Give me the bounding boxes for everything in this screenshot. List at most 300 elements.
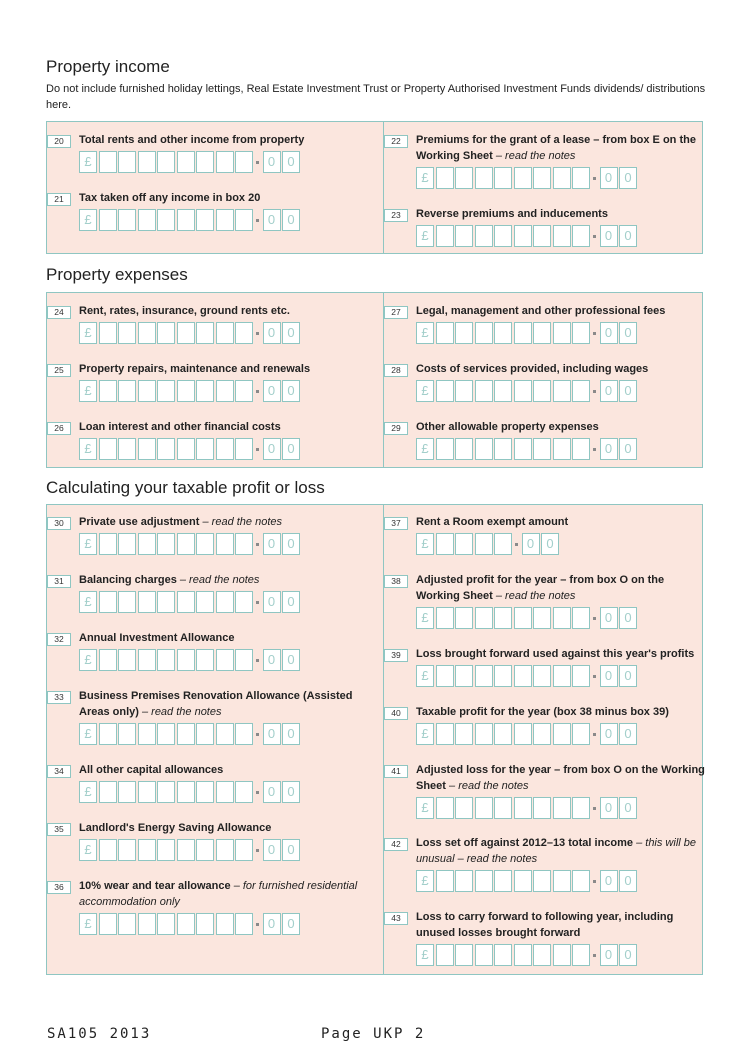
- digit-box[interactable]: [118, 913, 136, 935]
- digit-box[interactable]: [196, 151, 214, 173]
- pence-box[interactable]: 0: [263, 723, 281, 745]
- digit-box[interactable]: [235, 438, 253, 460]
- pence-box[interactable]: 0: [263, 839, 281, 861]
- digit-box[interactable]: [157, 380, 175, 402]
- pence-box[interactable]: 0: [263, 322, 281, 344]
- pence-box[interactable]: 0: [263, 438, 281, 460]
- digit-box[interactable]: [553, 870, 571, 892]
- digit-box[interactable]: [177, 913, 195, 935]
- digit-box[interactable]: [455, 723, 473, 745]
- digit-box[interactable]: [572, 380, 590, 402]
- digit-box[interactable]: [235, 781, 253, 803]
- digit-box[interactable]: [235, 533, 253, 555]
- digit-box[interactable]: [138, 438, 156, 460]
- digit-box[interactable]: [494, 322, 512, 344]
- digit-box[interactable]: [99, 723, 117, 745]
- digit-box[interactable]: [99, 322, 117, 344]
- box-number: 42: [384, 838, 408, 851]
- digit-box[interactable]: [533, 797, 551, 819]
- pence-box[interactable]: 0: [282, 533, 300, 555]
- digit-box[interactable]: [436, 438, 454, 460]
- pence-box[interactable]: 0: [263, 533, 281, 555]
- digit-box[interactable]: [436, 322, 454, 344]
- digit-box[interactable]: [157, 209, 175, 231]
- digit-box[interactable]: [533, 322, 551, 344]
- section-heading-property-expenses: Property expenses: [46, 265, 188, 284]
- digit-box[interactable]: [533, 380, 551, 402]
- field-label-text: Business Premises Renovation Allowance (Assisted Areas only): [79, 690, 353, 718]
- field-label-text: Balancing charges: [79, 574, 177, 586]
- digit-box[interactable]: [494, 870, 512, 892]
- pence-box[interactable]: 0: [263, 209, 281, 231]
- pence-box[interactable]: 0: [619, 665, 637, 687]
- digit-box[interactable]: [99, 209, 117, 231]
- digit-box[interactable]: [455, 438, 473, 460]
- digit-box[interactable]: [99, 649, 117, 671]
- digit-box[interactable]: [475, 225, 493, 247]
- digit-box[interactable]: [572, 438, 590, 460]
- digit-box[interactable]: [514, 607, 532, 629]
- field-label-text: Loss brought forward used against this year's profits: [416, 648, 695, 660]
- decimal-point: [593, 675, 596, 678]
- digit-box[interactable]: [177, 533, 195, 555]
- digit-box[interactable]: [494, 380, 512, 402]
- digit-box[interactable]: [99, 151, 117, 173]
- column-divider: [383, 293, 384, 467]
- digit-box[interactable]: [533, 665, 551, 687]
- digit-box[interactable]: [177, 380, 195, 402]
- digit-box[interactable]: [138, 913, 156, 935]
- digit-box[interactable]: [455, 380, 473, 402]
- digit-box[interactable]: [553, 438, 571, 460]
- pence-box[interactable]: 0: [282, 438, 300, 460]
- digit-box[interactable]: [475, 607, 493, 629]
- digit-box[interactable]: [118, 209, 136, 231]
- digit-box[interactable]: [572, 870, 590, 892]
- digit-box[interactable]: [553, 607, 571, 629]
- digit-box[interactable]: [553, 380, 571, 402]
- digit-box[interactable]: [196, 913, 214, 935]
- digit-box[interactable]: [572, 797, 590, 819]
- digit-box[interactable]: [572, 723, 590, 745]
- digit-box[interactable]: [514, 225, 532, 247]
- digit-box[interactable]: [436, 797, 454, 819]
- digit-box[interactable]: [533, 438, 551, 460]
- digit-box[interactable]: [118, 723, 136, 745]
- digit-box[interactable]: [475, 870, 493, 892]
- field-label-text: Landlord's Energy Saving Allowance: [79, 822, 272, 834]
- digit-box[interactable]: [553, 665, 571, 687]
- pound-digit-box[interactable]: £: [79, 723, 97, 745]
- digit-box[interactable]: [494, 225, 512, 247]
- pence-box[interactable]: 0: [282, 839, 300, 861]
- digit-box[interactable]: [216, 533, 234, 555]
- decimal-point: [593, 954, 596, 957]
- box-number: 21: [47, 193, 71, 206]
- digit-box[interactable]: [436, 167, 454, 189]
- pence-box[interactable]: 0: [282, 913, 300, 935]
- digit-box[interactable]: [157, 438, 175, 460]
- pence-box[interactable]: 0: [282, 322, 300, 344]
- pence-box[interactable]: 0: [619, 607, 637, 629]
- pence-box[interactable]: 0: [619, 438, 637, 460]
- field-label-note: – read the notes: [199, 516, 282, 528]
- digit-box[interactable]: [99, 781, 117, 803]
- digit-box[interactable]: [494, 665, 512, 687]
- digit-box[interactable]: [138, 781, 156, 803]
- pence-box[interactable]: 0: [282, 591, 300, 613]
- pence-box[interactable]: 0: [619, 322, 637, 344]
- pound-digit-box[interactable]: £: [79, 649, 97, 671]
- field-label: [416, 835, 706, 867]
- digit-box[interactable]: [436, 723, 454, 745]
- field-label-note: – read the notes: [138, 706, 222, 718]
- pound-digit-box[interactable]: £: [79, 781, 97, 803]
- digit-box[interactable]: [475, 322, 493, 344]
- pence-box[interactable]: 0: [263, 591, 281, 613]
- field-label-text: Rent, rates, insurance, ground rents etc.: [79, 305, 290, 317]
- pence-box[interactable]: 0: [619, 167, 637, 189]
- digit-box[interactable]: [553, 797, 571, 819]
- digit-box[interactable]: [475, 944, 493, 966]
- digit-box[interactable]: [157, 723, 175, 745]
- pound-digit-box[interactable]: £: [416, 438, 434, 460]
- pence-box[interactable]: 0: [263, 781, 281, 803]
- digit-box[interactable]: [196, 380, 214, 402]
- digit-box[interactable]: [196, 723, 214, 745]
- digit-box[interactable]: [455, 665, 473, 687]
- digit-box[interactable]: [118, 781, 136, 803]
- digit-box[interactable]: [138, 591, 156, 613]
- digit-box[interactable]: [514, 380, 532, 402]
- digit-box[interactable]: [196, 209, 214, 231]
- digit-box[interactable]: [436, 944, 454, 966]
- pence-box[interactable]: 0: [600, 723, 618, 745]
- digit-box[interactable]: [514, 167, 532, 189]
- digit-box[interactable]: [138, 380, 156, 402]
- decimal-point: [256, 219, 259, 222]
- digit-box[interactable]: [436, 225, 454, 247]
- digit-box[interactable]: [138, 533, 156, 555]
- decimal-point: [593, 807, 596, 810]
- pound-digit-box[interactable]: £: [79, 913, 97, 935]
- digit-box[interactable]: [177, 723, 195, 745]
- digit-box[interactable]: [235, 151, 253, 173]
- pound-digit-box[interactable]: £: [79, 839, 97, 861]
- digit-box[interactable]: [455, 533, 473, 555]
- digit-box[interactable]: [99, 591, 117, 613]
- digit-box[interactable]: [475, 665, 493, 687]
- digit-box[interactable]: [177, 591, 195, 613]
- pence-box[interactable]: 0: [263, 151, 281, 173]
- pence-box[interactable]: 0: [282, 151, 300, 173]
- digit-box[interactable]: [138, 723, 156, 745]
- digit-box[interactable]: [533, 225, 551, 247]
- field-label: [416, 762, 706, 794]
- pound-digit-box[interactable]: £: [416, 870, 434, 892]
- digit-box[interactable]: [533, 167, 551, 189]
- digit-box[interactable]: [533, 723, 551, 745]
- digit-box[interactable]: [514, 944, 532, 966]
- digit-box[interactable]: [455, 797, 473, 819]
- pence-box[interactable]: 0: [282, 380, 300, 402]
- digit-box[interactable]: [235, 913, 253, 935]
- digit-box[interactable]: [196, 591, 214, 613]
- digit-box[interactable]: [157, 839, 175, 861]
- digit-box[interactable]: [157, 591, 175, 613]
- digit-box[interactable]: [118, 380, 136, 402]
- digit-box[interactable]: [455, 944, 473, 966]
- digit-box[interactable]: [475, 797, 493, 819]
- digit-box[interactable]: [533, 944, 551, 966]
- digit-box[interactable]: [216, 781, 234, 803]
- field-label-note: – read the notes: [176, 574, 260, 586]
- digit-box[interactable]: [118, 322, 136, 344]
- pence-box[interactable]: 0: [600, 225, 618, 247]
- pound-digit-box[interactable]: £: [416, 665, 434, 687]
- digit-box[interactable]: [216, 913, 234, 935]
- digit-box[interactable]: [494, 607, 512, 629]
- pence-box[interactable]: 0: [600, 167, 618, 189]
- field-label-note: – read the notes: [492, 150, 576, 162]
- pound-digit-box[interactable]: £: [416, 944, 434, 966]
- digit-box[interactable]: [514, 665, 532, 687]
- section-heading-property-income: Property income: [46, 57, 170, 76]
- digit-box[interactable]: [514, 322, 532, 344]
- digit-box[interactable]: [533, 870, 551, 892]
- digit-box[interactable]: [216, 322, 234, 344]
- digit-box[interactable]: [436, 870, 454, 892]
- digit-box[interactable]: [475, 438, 493, 460]
- digit-box[interactable]: [177, 649, 195, 671]
- digit-box[interactable]: [177, 209, 195, 231]
- box-number: 30: [47, 517, 71, 530]
- digit-box[interactable]: [572, 944, 590, 966]
- pound-digit-box[interactable]: £: [416, 380, 434, 402]
- digit-box[interactable]: [196, 839, 214, 861]
- digit-box[interactable]: [196, 649, 214, 671]
- digit-box[interactable]: [436, 533, 454, 555]
- pound-digit-box[interactable]: £: [416, 797, 434, 819]
- pound-digit-box[interactable]: £: [79, 380, 97, 402]
- decimal-point: [515, 543, 518, 546]
- digit-box[interactable]: [138, 839, 156, 861]
- digit-box[interactable]: [553, 167, 571, 189]
- digit-box[interactable]: [235, 839, 253, 861]
- field-label-text: Annual Investment Allowance: [79, 632, 235, 644]
- digit-box[interactable]: [514, 723, 532, 745]
- box-number: 26: [47, 422, 71, 435]
- field-label-note: – read the notes: [445, 780, 529, 792]
- digit-box[interactable]: [533, 607, 551, 629]
- digit-box[interactable]: [475, 380, 493, 402]
- digit-box[interactable]: [196, 438, 214, 460]
- digit-box[interactable]: [118, 591, 136, 613]
- digit-box[interactable]: [572, 665, 590, 687]
- field-label: [79, 572, 369, 588]
- digit-box[interactable]: [177, 781, 195, 803]
- digit-box[interactable]: [157, 322, 175, 344]
- property-expenses-section: [46, 292, 703, 468]
- box-number: 25: [47, 364, 71, 377]
- digit-box[interactable]: [475, 167, 493, 189]
- digit-box[interactable]: [157, 649, 175, 671]
- field-label-text: Reverse premiums and inducements: [416, 208, 608, 220]
- digit-box[interactable]: [235, 322, 253, 344]
- pence-box[interactable]: 0: [282, 649, 300, 671]
- digit-box[interactable]: [177, 438, 195, 460]
- pound-digit-box[interactable]: £: [416, 322, 434, 344]
- pound-digit-box[interactable]: £: [416, 533, 434, 555]
- pence-box[interactable]: 0: [522, 533, 540, 555]
- digit-box[interactable]: [177, 322, 195, 344]
- pence-box[interactable]: 0: [619, 225, 637, 247]
- digit-box[interactable]: [514, 797, 532, 819]
- pence-box[interactable]: 0: [600, 797, 618, 819]
- digit-box[interactable]: [494, 438, 512, 460]
- pence-box[interactable]: 0: [263, 380, 281, 402]
- digit-box[interactable]: [494, 944, 512, 966]
- digit-box[interactable]: [216, 380, 234, 402]
- digit-box[interactable]: [572, 322, 590, 344]
- digit-box[interactable]: [138, 649, 156, 671]
- pound-digit-box[interactable]: £: [79, 322, 97, 344]
- box-number: 22: [384, 135, 408, 148]
- pence-box[interactable]: 0: [619, 944, 637, 966]
- digit-box[interactable]: [235, 209, 253, 231]
- digit-box[interactable]: [138, 209, 156, 231]
- digit-box[interactable]: [475, 723, 493, 745]
- pence-box[interactable]: 0: [600, 870, 618, 892]
- field-label: [416, 514, 706, 530]
- pound-digit-box[interactable]: £: [79, 209, 97, 231]
- field-label-text: Rent a Room exempt amount: [416, 516, 569, 528]
- digit-box[interactable]: [235, 723, 253, 745]
- digit-box[interactable]: [455, 225, 473, 247]
- digit-box[interactable]: [118, 438, 136, 460]
- box-number: 31: [47, 575, 71, 588]
- pence-box[interactable]: 0: [282, 209, 300, 231]
- digit-box[interactable]: [235, 591, 253, 613]
- pence-box[interactable]: 0: [600, 380, 618, 402]
- pence-box[interactable]: 0: [600, 438, 618, 460]
- digit-box[interactable]: [494, 167, 512, 189]
- digit-box[interactable]: [436, 380, 454, 402]
- digit-box[interactable]: [514, 438, 532, 460]
- digit-box[interactable]: [118, 649, 136, 671]
- digit-box[interactable]: [455, 607, 473, 629]
- decimal-point: [256, 543, 259, 546]
- digit-box[interactable]: [216, 151, 234, 173]
- box-number: 41: [384, 765, 408, 778]
- decimal-point: [593, 733, 596, 736]
- digit-box[interactable]: [118, 151, 136, 173]
- digit-box[interactable]: [494, 723, 512, 745]
- pence-box[interactable]: 0: [282, 781, 300, 803]
- digit-box[interactable]: [455, 870, 473, 892]
- digit-box[interactable]: [494, 533, 512, 555]
- digit-box[interactable]: [157, 151, 175, 173]
- digit-box[interactable]: [514, 870, 532, 892]
- digit-box[interactable]: [118, 839, 136, 861]
- pound-digit-box[interactable]: £: [416, 167, 434, 189]
- digit-box[interactable]: [216, 438, 234, 460]
- pound-digit-box[interactable]: £: [79, 533, 97, 555]
- digit-box[interactable]: [157, 913, 175, 935]
- digit-box[interactable]: [216, 591, 234, 613]
- pence-box[interactable]: 0: [600, 322, 618, 344]
- pence-box[interactable]: 0: [619, 870, 637, 892]
- pence-box[interactable]: 0: [282, 723, 300, 745]
- digit-box[interactable]: [99, 839, 117, 861]
- digit-box[interactable]: [196, 533, 214, 555]
- digit-box[interactable]: [475, 533, 493, 555]
- pound-digit-box[interactable]: £: [79, 438, 97, 460]
- digit-box[interactable]: [216, 649, 234, 671]
- digit-box[interactable]: [216, 839, 234, 861]
- digit-box[interactable]: [99, 380, 117, 402]
- digit-box[interactable]: [177, 151, 195, 173]
- pence-box[interactable]: 0: [263, 649, 281, 671]
- digit-box[interactable]: [235, 380, 253, 402]
- digit-box[interactable]: [572, 167, 590, 189]
- digit-box[interactable]: [216, 723, 234, 745]
- pence-box[interactable]: 0: [600, 944, 618, 966]
- pound-digit-box[interactable]: £: [416, 723, 434, 745]
- digit-box[interactable]: [138, 322, 156, 344]
- digit-box[interactable]: [455, 167, 473, 189]
- digit-box[interactable]: [138, 151, 156, 173]
- digit-box[interactable]: [118, 533, 136, 555]
- box-number: 34: [47, 765, 71, 778]
- pence-box[interactable]: 0: [600, 607, 618, 629]
- digit-box[interactable]: [99, 438, 117, 460]
- digit-box[interactable]: [553, 225, 571, 247]
- decimal-point: [593, 880, 596, 883]
- digit-box[interactable]: [99, 913, 117, 935]
- pound-digit-box[interactable]: £: [79, 151, 97, 173]
- digit-box[interactable]: [553, 944, 571, 966]
- digit-box[interactable]: [436, 607, 454, 629]
- digit-box[interactable]: [99, 533, 117, 555]
- pence-box[interactable]: 0: [263, 913, 281, 935]
- digit-box[interactable]: [455, 322, 473, 344]
- digit-box[interactable]: [196, 322, 214, 344]
- pound-digit-box[interactable]: £: [79, 591, 97, 613]
- pound-digit-box[interactable]: £: [416, 225, 434, 247]
- pound-digit-box[interactable]: £: [416, 607, 434, 629]
- pence-box[interactable]: 0: [619, 380, 637, 402]
- digit-box[interactable]: [177, 839, 195, 861]
- digit-box[interactable]: [494, 797, 512, 819]
- digit-box[interactable]: [572, 225, 590, 247]
- digit-box[interactable]: [196, 781, 214, 803]
- digit-box[interactable]: [157, 533, 175, 555]
- pence-box[interactable]: 0: [619, 797, 637, 819]
- digit-box[interactable]: [436, 665, 454, 687]
- pence-box[interactable]: 0: [619, 723, 637, 745]
- digit-box[interactable]: [572, 607, 590, 629]
- box-number: 27: [384, 306, 408, 319]
- pence-box[interactable]: 0: [541, 533, 559, 555]
- digit-box[interactable]: [553, 723, 571, 745]
- digit-box[interactable]: [157, 781, 175, 803]
- decimal-point: [256, 601, 259, 604]
- digit-box[interactable]: [553, 322, 571, 344]
- pence-box[interactable]: 0: [600, 665, 618, 687]
- digit-box[interactable]: [235, 649, 253, 671]
- digit-box[interactable]: [216, 209, 234, 231]
